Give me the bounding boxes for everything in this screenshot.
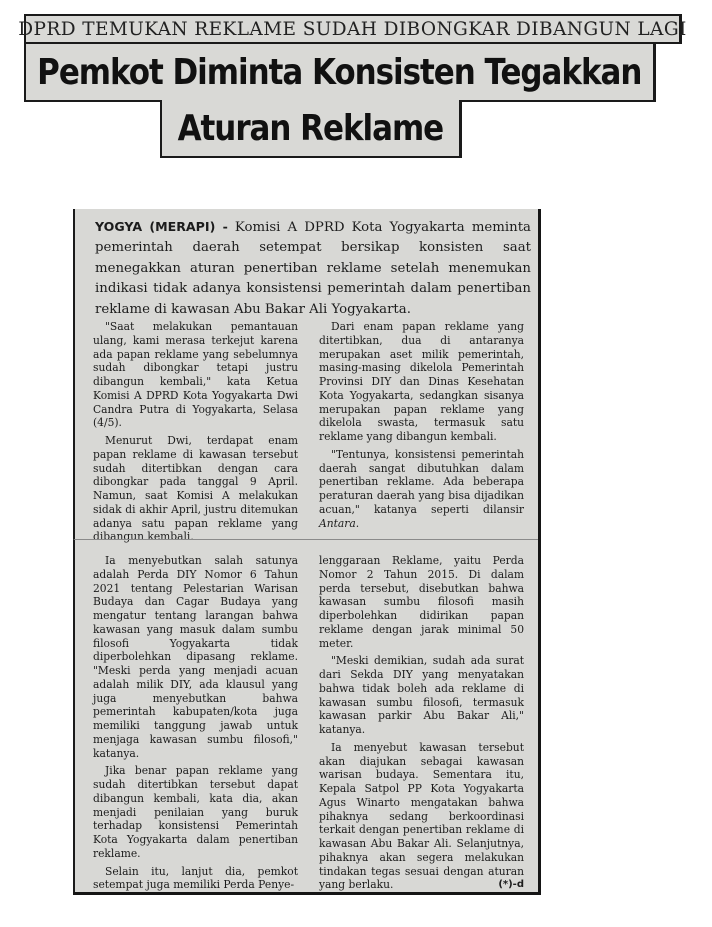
paragraph: Menurut Dwi, terdapat enam papan reklame di kawasan tersebut sudah ditertibkan dengan cara dibongkar pada tanggal 9 April. Namun, saat Komisi A melakukan sidak di akhir April, justru ditemukan adanya satu papan reklame yang dibangun kembali. xyxy=(93,434,298,544)
paragraph xyxy=(319,741,524,892)
paragraph: lenggaraan Reklame, yaitu Perda Nomor 2 Tahun 2015. Di dalam perda tersebut, disebutkan bahwa kawasan sumbu filosofi masih diperbolehkan didirikan papan reklame dengan jarak minimal 50 meter. xyxy=(319,554,524,650)
paragraph: Jika benar papan reklame yang sudah ditertibkan tersebut dapat dibangun kembali, kata dia, akan menjadi penilaian yang buruk terhadap konsistensi Pemerintah Kota Yogyakarta dalam penertiban reklame. xyxy=(93,764,298,860)
paragraph: "Meski demikian, sudah ada surat dari Sekda DIY yang menyatakan bahwa tidak boleh ada reklame di kawasan sumbu filosofi, termasuk kawasan parkir Abu Bakar Ali," katanya. xyxy=(319,654,524,736)
article-panel xyxy=(73,209,541,895)
headline-strip-1 xyxy=(24,44,656,102)
paragraph: Dari enam papan reklame yang ditertibkan, dua di antaranya merupakan aset milik pemerintah, masing-masing dikelola Pemerintah Provinsi DIY dan Dinas Kesehatan Kota Yogyakarta, sedangkan sisanya merupakan papan reklame yang dikelola swasta, termasuk satu reklame yang dibangun kembali. xyxy=(319,320,524,443)
headline-strip-2 xyxy=(160,100,462,158)
paragraph: Selain itu, lanjut dia, pemkot setempat juga memiliki Perda Penye- xyxy=(93,864,298,892)
column-bottom-left xyxy=(93,554,298,892)
article-lead xyxy=(95,217,531,320)
column-top-left xyxy=(93,320,298,544)
source-name: Antara xyxy=(319,516,356,530)
paragraph: "Saat melakukan pemantauan ulang, kami merasa terkejut karena ada papan reklame yang sebelumnya sudah dibongkar tetapi justru dibangun kembali," kata Ketua Komisi A DPRD Kota Yogyakarta Dwi Candra Putra di Yogyakarta, Selasa (4/5). xyxy=(93,320,298,430)
headline-line-2: Aturan Reklame xyxy=(177,107,444,149)
dateline: YOGYA (MERAPI) - xyxy=(95,219,228,234)
column-top-right xyxy=(319,320,524,530)
kicker: DPRD TEMUKAN REKLAME SUDAH DIBONGKAR DIBANGUN LAGI xyxy=(18,18,687,40)
article-top-section xyxy=(73,209,538,544)
lead-text: Komisi A DPRD Kota Yogyakarta meminta pemerintah daerah setempat bersikap konsisten saat menegakkan aturan penertiban reklame setelah menemukan indikasi tidak adanya konsistensi pemerintah dalam penertiban reklame di kawasan Abu Bakar Ali Yogyakarta. xyxy=(95,220,531,317)
closing-text: Ia menyebut kawasan tersebut akan diajukan sebagai kawasan warisan budaya. Sementara itu, Kepala Satpol PP Kota Yogyakarta Agus Winarto mengatakan bahwa pihaknya sedang berkoordinasi terkait dengan penertiban reklame di kawasan Abu Bakar Ali. Selanjutnya, pihaknya akan segera melakukan tindakan tegas sesuai dengan aturan yang berlaku. xyxy=(319,740,524,892)
paragraph: "Tentunya, konsistensi pemerintah daerah sangat dibutuhkan dalam penertiban reklame. Ada beberapa peraturan daerah yang bisa dijadikan acuan," katanya seperti dilansir Antara. xyxy=(319,447,524,530)
kicker-strip xyxy=(18,14,687,44)
quote-text: "Tentunya, konsistensi pemerintah daerah sangat dibutuhkan dalam penertiban reklame. Ada beberapa peraturan daerah yang bisa dijadikan acuan," katanya seperti dilansir xyxy=(319,447,524,516)
headline-line-1: Pemkot Diminta Konsisten Tegakkan xyxy=(37,51,642,93)
author-signature: (*)-d xyxy=(498,879,524,891)
paragraph: Ia menyebutkan salah satunya adalah Perda DIY Nomor 6 Tahun 2021 tentang Pelestarian Warisan Budaya dan Cagar Budaya yang mengatur tentang larangan bahwa kawasan yang masuk dalam sumbu filosofi Yogyakarta tidak diperbolehkan dipasang reklame. "Meski perda yang menjadi acuan adalah milik DIY, ada klausul yang juga menyebutkan bahwa pemerintah kabupaten/kota juga memiliki tanggung jawab untuk menjaga kawasan sumbu filosofi," katanya. xyxy=(93,554,298,760)
column-bottom-right xyxy=(319,554,524,892)
article-bottom-section xyxy=(73,539,538,892)
